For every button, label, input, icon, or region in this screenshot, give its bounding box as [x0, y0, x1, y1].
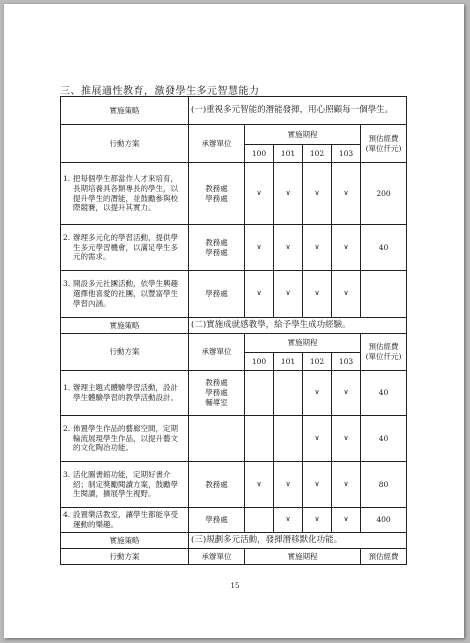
year-mark: ∨: [274, 163, 303, 225]
plan-cell: [61, 371, 189, 416]
unit-header: 承辦單位: [189, 334, 245, 371]
plan-cell: [61, 462, 189, 508]
plan-cell: [61, 508, 189, 533]
table-row: [61, 271, 407, 318]
budget-cell: [361, 271, 407, 318]
item-number: 1.: [63, 383, 71, 393]
year-mark: ∨: [303, 371, 332, 416]
budget-header-label: 預估經費: [368, 342, 399, 352]
year-mark: ∨: [303, 225, 332, 271]
strategy-text: (三)規劃多元活動，發揮潛移默化功能。: [189, 533, 407, 549]
strategy-label: 實施策略: [61, 318, 189, 334]
plan-header: 行動方案: [61, 334, 189, 371]
unit-cell: 教務處: [189, 462, 245, 508]
year-mark: ∨: [332, 508, 361, 533]
year-mark: [245, 371, 274, 416]
strategy-label: 實施策略: [61, 97, 189, 125]
table-row: [61, 462, 407, 508]
table-row: [61, 225, 407, 271]
year-mark: ∨: [274, 508, 303, 533]
plan-cell: [61, 416, 189, 462]
table-row: [61, 371, 407, 416]
item-text: 開設多元社團活動，依學生興趣選擇他喜愛的社團，以豐富學生學習內涵。: [73, 279, 178, 308]
unit-header: 承辦單位: [189, 549, 245, 565]
item-text: 佈置學生作品的藝廊空間，定期輪流展現學生作品，以提升藝文的文化陶冶功能。: [73, 423, 178, 453]
budget-header: [361, 125, 407, 163]
plan-cell: [61, 271, 189, 318]
section-heading: 三、推展適性教育，激發學生多元智慧能力: [60, 86, 260, 97]
column-header-row: [61, 125, 407, 145]
unit-cell: 教務處 學務處: [189, 163, 245, 225]
year-header: 102: [303, 353, 332, 371]
budget-cell: 40: [361, 416, 407, 462]
strategy-row: [61, 97, 407, 125]
year-mark: [245, 416, 274, 462]
year-mark: ∨: [303, 416, 332, 462]
column-header-row: [61, 334, 407, 353]
year-header: 102: [303, 145, 332, 163]
year-header: 100: [245, 353, 274, 371]
year-mark: ∨: [274, 271, 303, 318]
year-header: 103: [332, 353, 361, 371]
budget-cell: 400: [361, 508, 407, 533]
plan-header: 行動方案: [61, 125, 189, 163]
column-header-row: [61, 549, 407, 565]
strategy-row: [61, 533, 407, 549]
strategy-row: [61, 318, 407, 334]
item-number: 3.: [63, 279, 71, 289]
year-header: 101: [274, 353, 303, 371]
year-mark: ∨: [332, 462, 361, 508]
year-mark: ∨: [245, 225, 274, 271]
budget-cell: 200: [361, 163, 407, 225]
table-row: [61, 163, 407, 225]
year-mark: [245, 508, 274, 533]
budget-cell: 40: [361, 371, 407, 416]
year-mark: ∨: [332, 371, 361, 416]
item-number: 2.: [63, 232, 71, 242]
year-mark: [274, 416, 303, 462]
strategy-label: 實施策略: [61, 533, 189, 549]
year-mark: ∨: [332, 271, 361, 318]
item-number: 2.: [63, 423, 71, 433]
year-mark: ∨: [332, 163, 361, 225]
item-number: 1.: [63, 174, 71, 183]
year-mark: ∨: [245, 163, 274, 225]
unit-cell: 學務處: [189, 271, 245, 318]
plan-header: 行動方案: [61, 549, 189, 565]
year-mark: ∨: [332, 416, 361, 462]
unit-header: 承辦單位: [189, 125, 245, 163]
page-number: 15: [230, 582, 240, 590]
budget-header: [361, 334, 407, 371]
period-header: 實施期程: [245, 334, 361, 353]
year-header: 101: [274, 145, 303, 163]
item-text: 設置樂活教室，讓學生都能享受運動的樂趣。: [73, 510, 178, 529]
budget-header-label: 預估經費: [368, 133, 399, 143]
table-row: [61, 416, 407, 462]
unit-cell: 教務處 學務處: [189, 225, 245, 271]
year-mark: ∨: [332, 225, 361, 271]
budget-header-label: 預估經費: [361, 549, 407, 565]
item-text: 辦理多元化的學習活動，提供學生多元學習機會，以滿足學生多元的需求。: [73, 232, 178, 262]
plan-cell: [61, 163, 189, 225]
action-plan-table: [60, 96, 407, 565]
item-text: 活化圖書館功能，定期好書介紹；制定獎勵閱讀方案，鼓勵學生閱讀，擴展學生視野。: [73, 469, 178, 499]
year-header: 100: [245, 145, 274, 163]
budget-cell: 40: [361, 225, 407, 271]
unit-cell: 學務處: [189, 508, 245, 533]
unit-cell: [189, 416, 245, 462]
budget-header-unit: (單位仟元): [365, 143, 402, 153]
year-header: 103: [332, 145, 361, 163]
period-header: 實施期程: [245, 549, 361, 565]
year-mark: ∨: [303, 462, 332, 508]
item-text: 把每個學生都當作人才來培育，長期培養具各類專長的學生，以提升學生的潛能，並鼓勵參與校際競賽，以提升其實力。: [73, 174, 178, 213]
year-mark: ∨: [274, 225, 303, 271]
year-mark: ∨: [245, 462, 274, 508]
year-mark: ∨: [245, 271, 274, 318]
item-text: 辦理主題式體驗學習活動，設計學生體驗學習的教學活動設計。: [73, 383, 178, 402]
item-number: 4.: [63, 510, 71, 520]
budget-header-unit: (單位仟元): [365, 352, 402, 361]
strategy-text: (一)重視多元智能的潛能發揮，用心照顧每一個學生。: [189, 97, 407, 125]
period-header: 實施期程: [245, 125, 361, 145]
year-mark: ∨: [303, 271, 332, 318]
item-number: 3.: [63, 469, 71, 479]
year-mark: ∨: [303, 508, 332, 533]
table-row: [61, 508, 407, 533]
year-mark: ∨: [303, 163, 332, 225]
strategy-text: (二)實施成就感教學，給予學生成功經驗。: [189, 318, 407, 334]
year-mark: [274, 371, 303, 416]
unit-cell: 教務處 學務處 輔導室: [189, 371, 245, 416]
plan-cell: [61, 225, 189, 271]
budget-cell: 80: [361, 462, 407, 508]
year-mark: ∨: [274, 462, 303, 508]
